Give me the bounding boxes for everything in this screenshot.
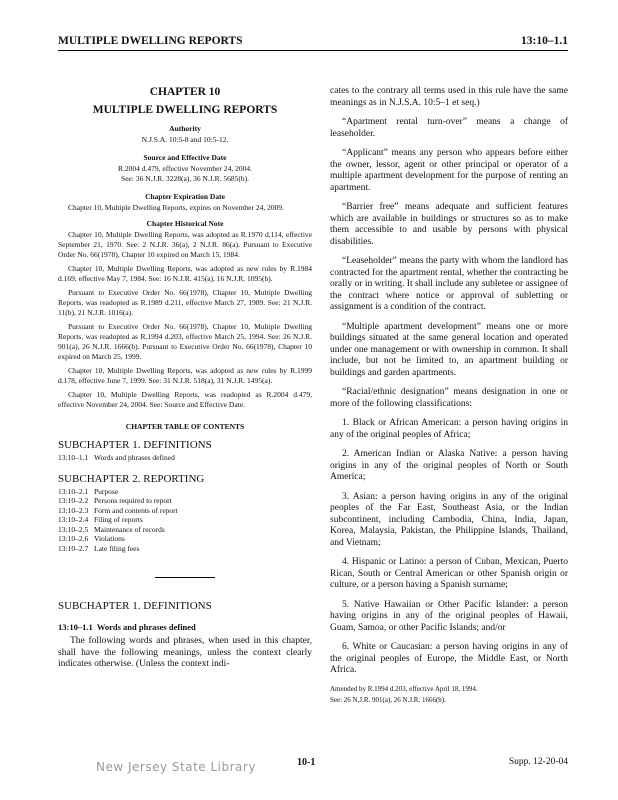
library-watermark: New Jersey State Library	[96, 760, 256, 774]
classification-item: 4. Hispanic or Latino: a person of Cuban, Mexican, Puerto Rican, South or Central American or other Spanish origin or culture, or a person having a Spanish surname;	[330, 557, 568, 590]
toc-heading: CHAPTER TABLE OF CONTENTS	[125, 422, 245, 431]
toc-entry-title: Late filing fees	[94, 543, 140, 553]
toc-entry-number: 13:10–2.4	[58, 515, 89, 524]
toc-entry-title: Violations	[94, 534, 125, 543]
toc-entry-number: 13:10–2.5	[58, 524, 89, 534]
toc-entry	[58, 487, 312, 497]
toc-entry-title: Filing of reports	[94, 515, 143, 524]
history-note: Pursuant to Executive Order No. 66(1978), Chapter 10, Multiple Dwelling Reports, was readopted as R.1989 d.211, effective March 27, 1989. See: 21 N.J.R. 11(b), 21 N.J.R. 1016(a).	[58, 288, 312, 317]
toc-entry-number: 13:10–2.2	[58, 496, 89, 505]
classification-item: 1. Black or African American: a person having origins in any of the original peoples of Africa;	[330, 418, 568, 440]
toc-entry-title: Maintenance of records	[94, 524, 165, 534]
source-heading: Source and Effective Date	[143, 153, 227, 162]
definition: “Apartment rental turn-over” means a change of leaseholder.	[330, 117, 568, 139]
left-column	[58, 86, 312, 678]
toc-entry-number: 13:10–2.3	[58, 505, 89, 515]
history-note: Pursuant to Executive Order No. 66(1978), Chapter 10, Multiple Dwelling Reports, was readopted as R.1994 d.203, effective March 25, 1994. See: 26 N.J.R. 901(a), 26 N.J.R. 1666(b). Pursuant to Executive Order No. 66(1978), Chapter 10 expired on March 25, 1999.	[58, 322, 312, 361]
toc-entry	[58, 453, 312, 463]
toc-entry-title: Words and phrases defined	[94, 453, 175, 462]
toc-entry-title: Persons required to report	[94, 496, 172, 505]
toc-entry	[58, 515, 312, 525]
history-heading: Chapter Historical Note	[146, 219, 224, 228]
toc-entry	[58, 496, 312, 506]
section-number: 13:10–1.1	[58, 622, 93, 632]
toc-entry	[58, 525, 312, 535]
classification-item: 2. American Indian or Alaska Native: a person having origins in any of the original peoples of North or South America;	[330, 449, 568, 482]
definition: “Leaseholder” means the party with whom the landlord has contracted for the apartment rental, whether the contracting be orally or in writing. It shall include any subletee or assignee of the contract where notice or approval of subletting or assignment is a condition of the contract.	[330, 256, 568, 312]
toc-entry-title: Purpose	[94, 486, 119, 496]
toc-entry	[58, 534, 312, 544]
definition: “Racial/ethnic designation” means designation in one or more of the following classifications:	[330, 387, 568, 409]
source-text-1: R.2004 d.479, effective November 24, 2004.	[117, 164, 252, 173]
amendment-note: Amended by R.1994 d.203, effective April 18, 1994.	[330, 684, 478, 693]
classification-item: 6. White or Caucasian: a person having origins in any of the original peoples of Europe, the Middle East, or North Africa.	[330, 642, 568, 675]
toc-entry-number: 13:10–2.1	[58, 486, 89, 496]
source-text-2: See: 36 N.J.R. 3228(a), 36 N.J.R. 5685(b).	[121, 174, 249, 183]
chapter-title: MULTIPLE DWELLING REPORTS	[92, 104, 278, 116]
header-title: MULTIPLE DWELLING REPORTS	[58, 35, 243, 47]
definition: “Multiple apartment development” means one or more buildings situated at the same general location and operated under one management or with ownership in common. It shall include, but not be limited to, an apartment building or buildings and garden apartments.	[330, 321, 568, 378]
running-header	[58, 30, 568, 51]
toc-subchapter-1: SUBCHAPTER 1. DEFINITIONS	[58, 439, 212, 451]
authority-heading: Authority	[169, 124, 201, 133]
intro-continuation: cates to the contrary all terms used in this rule have the same meanings as in N.J.S.A. 10:5–1 et seq.)	[330, 86, 568, 108]
section-title: Words and phrases defined	[96, 622, 196, 632]
toc-entry	[58, 544, 312, 554]
section-divider	[155, 577, 215, 578]
history-note: Chapter 10, Multiple Dwelling Reports, was adopted as R.1970 d.114, effective September 21, 1970. See: 2 N.J.R. 36(a), 2 N.J.R. 86(a). Pursuant to Executive Order No. 66(1978), Chapter 10 expired on March 15, 1984.	[58, 230, 312, 259]
header-section-number: 13:10–1.1	[521, 35, 568, 47]
toc-entry-title: Form and contents of report	[94, 505, 178, 515]
subchapter-1-heading: SUBCHAPTER 1. DEFINITIONS	[58, 600, 212, 612]
section-intro: The following words and phrases, when used in this chapter, shall have the following meanings, unless the context clearly indicates otherwise. (Unless the context indi-	[58, 636, 312, 669]
amendment-citation: See: 26 N.J.R. 901(a), 26 N.J.R. 1666(b).	[330, 695, 446, 704]
toc-entry-number: 13:10–1.1	[58, 453, 89, 462]
authority-text: N.J.S.A. 10:5-8 and 10:5-12.	[141, 135, 229, 144]
page-number: 10-1	[297, 757, 316, 768]
expiration-text: Chapter 10, Multiple Dwelling Reports, expires on November 24, 2009.	[68, 203, 285, 212]
history-note: Chapter 10, Multiple Dwelling Reports, was readopted as R.2004 d.479, effective November 24, 2004. See: Source and Effective Date.	[58, 390, 312, 409]
right-column	[330, 86, 568, 705]
chapter-number: CHAPTER 10	[149, 86, 221, 98]
section-heading	[58, 622, 312, 632]
history-note: Chapter 10, Multiple Dwelling Reports, was adopted as new rules by R.1999 d.178, effective June 7, 1999. See: 31 N.J.R. 518(a), 31 N.J.R. 1495(a).	[58, 366, 312, 385]
toc-entry	[58, 506, 312, 516]
supplement-date: Supp. 12-20-04	[508, 757, 568, 767]
expiration-heading: Chapter Expiration Date	[145, 192, 225, 201]
definition: “Barrier free” means adequate and sufficient features which are available in buildings or structures so as to make them accessible to and usable by persons with physical disabilities.	[330, 202, 568, 247]
history-note: Chapter 10, Multiple Dwelling Reports, was adopted as new rules by R.1984 d.169, effective May 7, 1984. See: 16 N.J.R. 415(a), 16 N.J.R. 1095(b).	[58, 264, 312, 283]
classification-item: 5. Native Hawaiian or Other Pacific Islander: a person having origins in any of the original peoples of Hawaii, Guam, Samoa, or other Pacific Islands; and/or	[330, 599, 568, 633]
toc-subchapter-2: SUBCHAPTER 2. REPORTING	[58, 472, 205, 485]
toc-entry-number: 13:10–2.6	[58, 534, 89, 543]
classification-item: 3. Asian: a person having origins in any of the original peoples of the Far East, Southeast Asia, or the Indian subcontinent, including Cambodia, China, India, Japan, Korea, Malaysia, Pakistan, the Philippine Islands, Thailand, and Vietnam;	[330, 491, 568, 548]
definition: “Applicant” means any person who appears before either the owner, lessor, agent or other principal or operator of a multiple apartment development for the purpose of renting an apartment.	[330, 148, 568, 193]
toc-entry-number: 13:10–2.7	[58, 543, 89, 553]
